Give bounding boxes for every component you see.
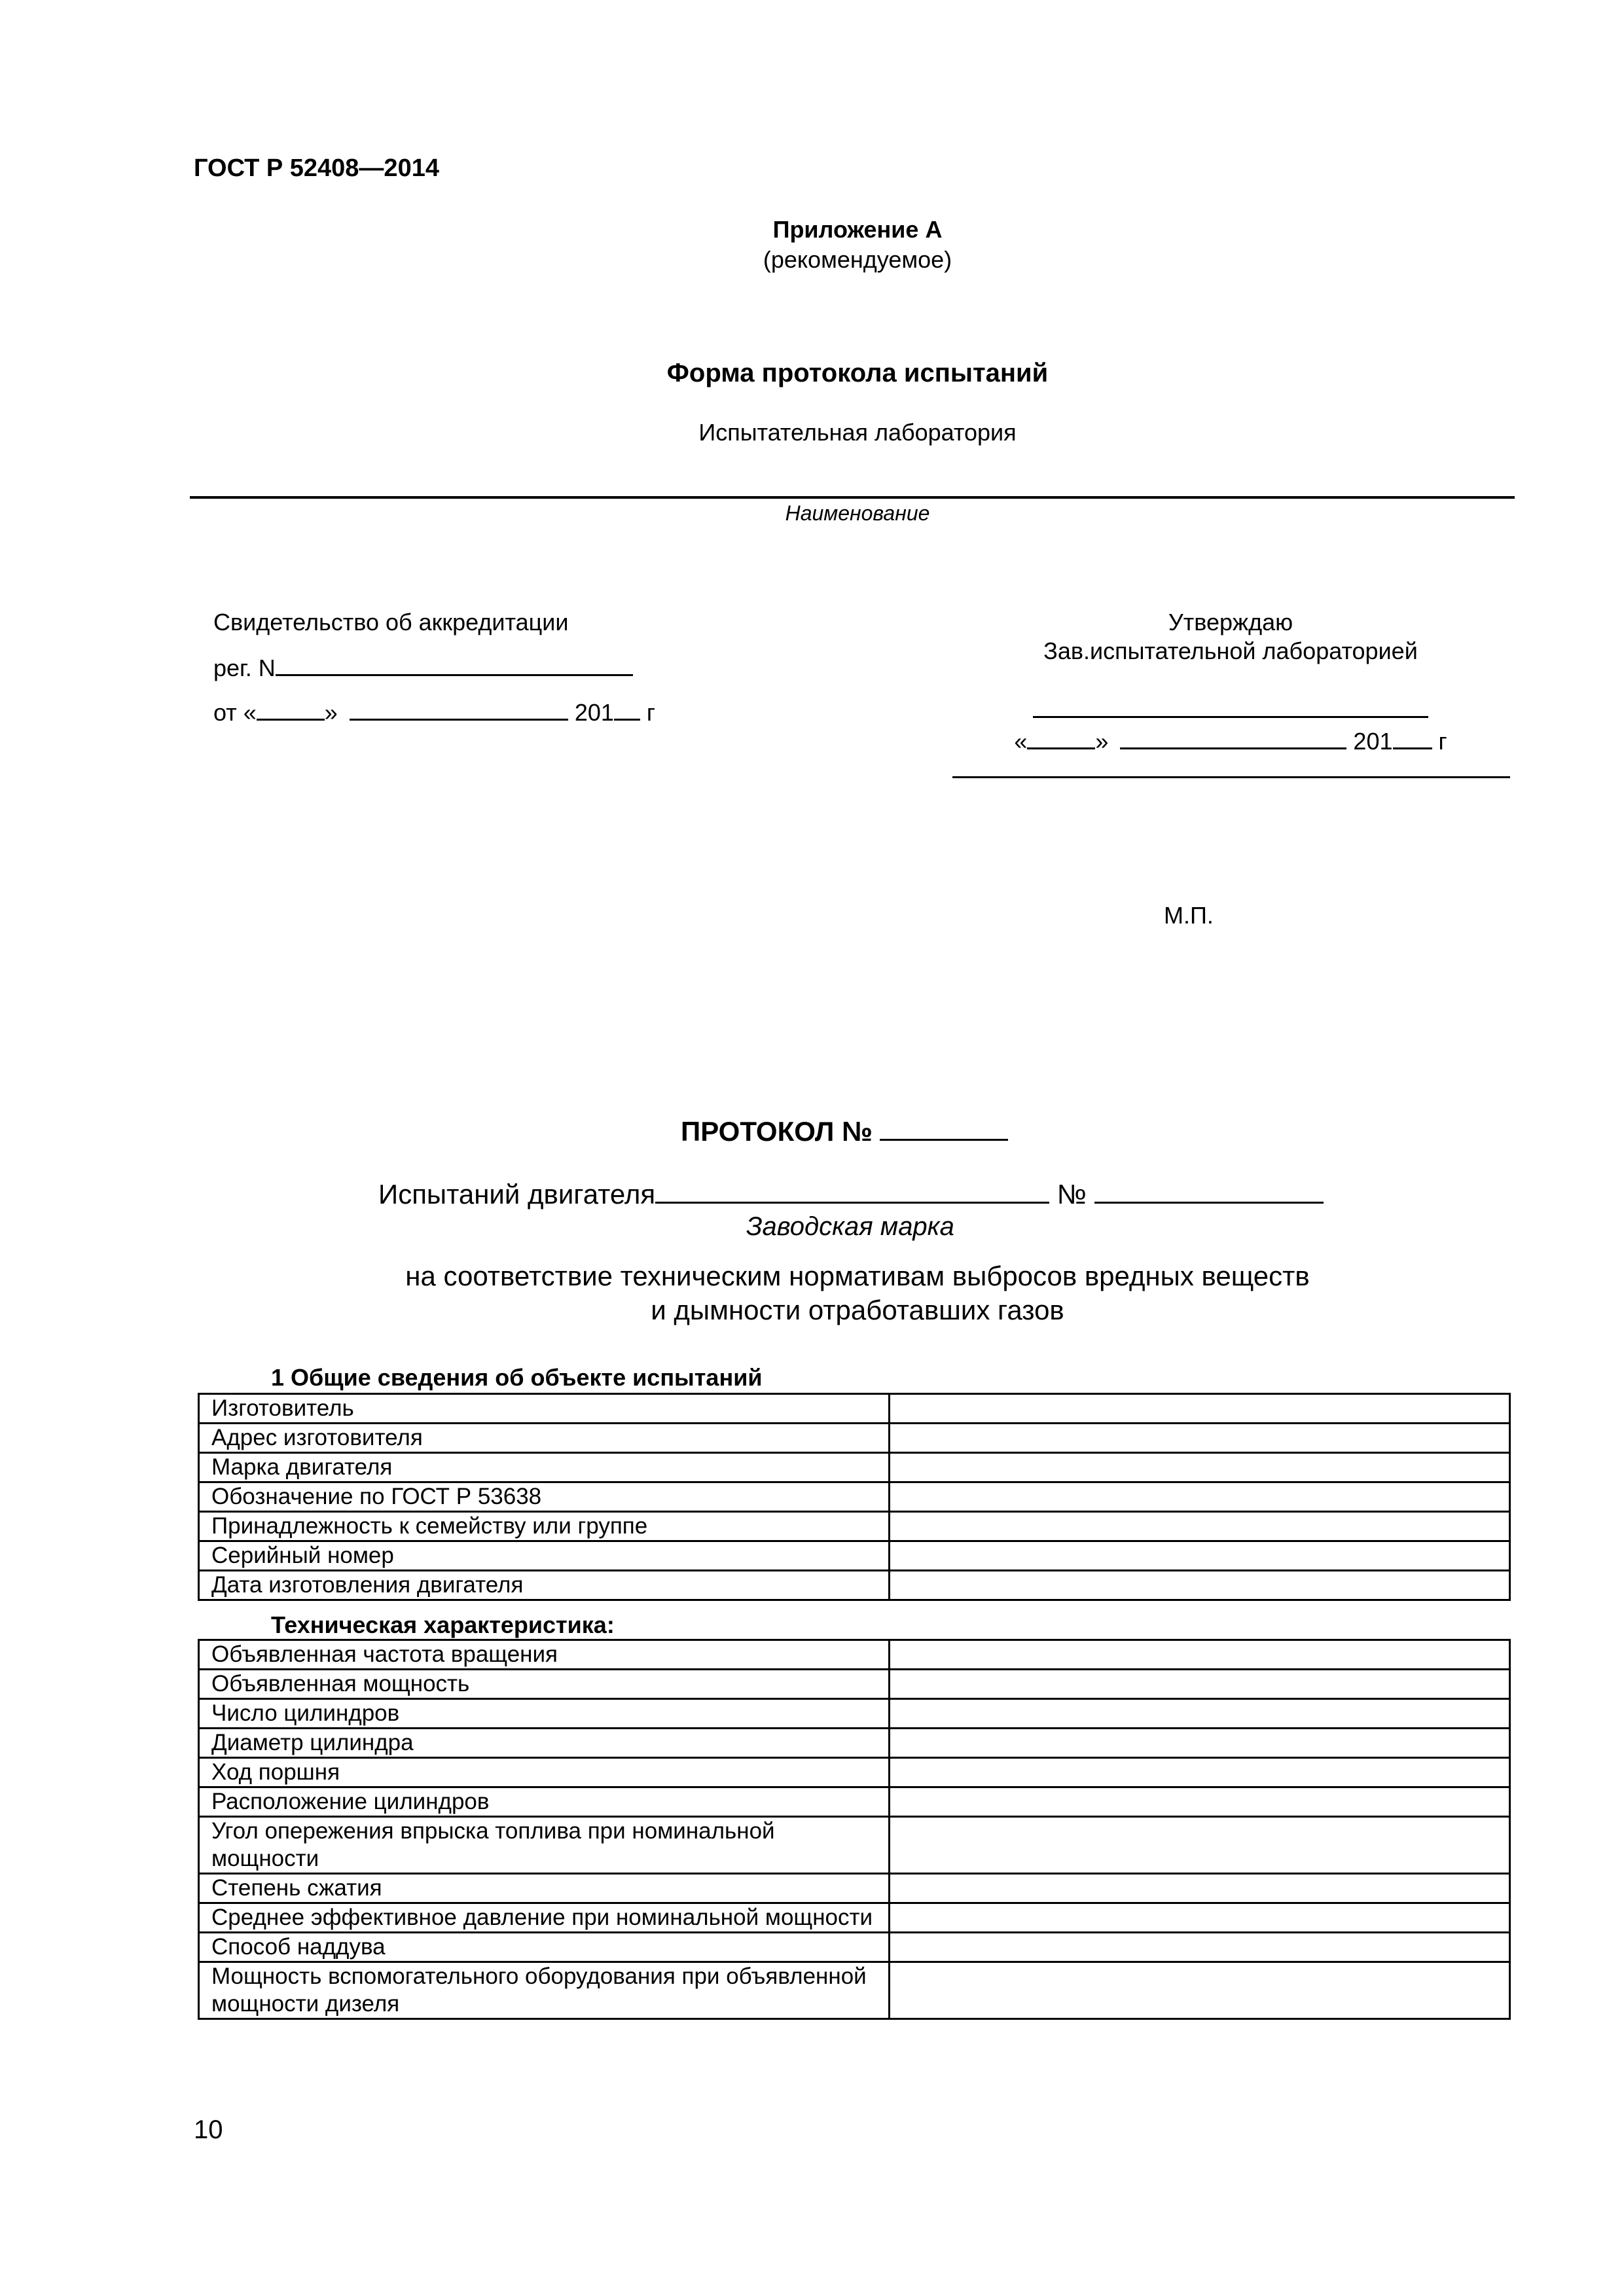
table-row	[199, 1874, 1510, 1903]
date-close-quote: »	[324, 699, 338, 726]
table-row	[199, 1482, 1510, 1512]
form-title: Форма протокола испытаний	[666, 359, 1049, 387]
row-label: Объявленная частота вращения	[199, 1640, 890, 1670]
registration-number-blank	[276, 655, 633, 676]
approval-year-blank	[1393, 728, 1432, 749]
month-blank	[350, 699, 568, 721]
row-label: Серийный номер	[199, 1541, 890, 1571]
compliance-line-2: и дымности отработавших газов	[651, 1295, 1064, 1325]
table-row	[199, 1933, 1510, 1962]
table-row	[199, 1453, 1510, 1482]
row-value-field[interactable]	[890, 1394, 1510, 1424]
row-value-field[interactable]	[890, 1817, 1510, 1874]
row-label: Среднее эффективное давление при номинальной мощности	[199, 1903, 890, 1933]
engine-number-blank	[1094, 1178, 1324, 1204]
row-value-field[interactable]	[890, 1424, 1510, 1453]
table-row	[199, 1394, 1510, 1424]
table-row	[199, 1729, 1510, 1758]
table-row	[199, 1962, 1510, 2019]
protocol-title: ПРОТОКОЛ №	[681, 1116, 873, 1147]
table-row	[199, 1424, 1510, 1453]
signature-line	[1033, 716, 1428, 718]
approval-underline	[952, 776, 1510, 778]
year-prefix: 201	[574, 699, 614, 726]
appendix-subtitle: (рекомендуемое)	[763, 246, 952, 273]
day-blank	[257, 699, 325, 721]
protocol-number-blank	[880, 1115, 1008, 1141]
table-row	[199, 1817, 1510, 1874]
row-label: Угол опережения впрыска топлива при номинальной мощности	[199, 1817, 890, 1874]
registration-prefix: рег. N	[213, 655, 276, 681]
section-technical-title: Техническая характеристика:	[271, 1611, 615, 1638]
table-row	[199, 1670, 1510, 1699]
approval-date-open: «	[1014, 728, 1028, 755]
row-value-field[interactable]	[890, 1787, 1510, 1817]
table-row	[199, 1787, 1510, 1817]
row-label: Степень сжатия	[199, 1874, 890, 1903]
approval-position: Зав.испытательной лабораторией	[1043, 637, 1418, 664]
row-label: Число цилиндров	[199, 1699, 890, 1729]
row-value-field[interactable]	[890, 1482, 1510, 1512]
approval-date-line	[956, 728, 1506, 755]
row-value-field[interactable]	[890, 1571, 1510, 1600]
row-value-field[interactable]	[890, 1670, 1510, 1699]
approval-title: Утверждаю	[1168, 609, 1293, 636]
row-value-field[interactable]	[890, 1640, 1510, 1670]
stamp-place: М.П.	[1164, 902, 1214, 929]
approval-date-close: »	[1095, 728, 1109, 755]
year-blank	[614, 699, 640, 721]
row-value-field[interactable]	[890, 1512, 1510, 1541]
compliance-line-1: на соответствие техническим нормативам выбросов вредных веществ	[405, 1261, 1310, 1291]
row-label: Ход поршня	[199, 1758, 890, 1787]
table-row	[199, 1903, 1510, 1933]
row-label: Диаметр цилиндра	[199, 1729, 890, 1758]
date-open-quote: от «	[213, 699, 257, 726]
row-label: Способ наддува	[199, 1933, 890, 1962]
engine-line	[378, 1178, 1324, 1210]
row-label: Принадлежность к семейству или группе	[199, 1512, 890, 1541]
row-label: Расположение цилиндров	[199, 1787, 890, 1817]
standard-designation: ГОСТ Р 52408—2014	[194, 154, 439, 182]
protocol-title-line	[681, 1115, 1008, 1147]
row-value-field[interactable]	[890, 1962, 1510, 2019]
row-value-field[interactable]	[890, 1453, 1510, 1482]
general-info-table	[198, 1393, 1511, 1601]
row-label: Адрес изготовителя	[199, 1424, 890, 1453]
technical-table	[198, 1639, 1511, 2020]
appendix-title: Приложение А	[772, 216, 943, 243]
row-label: Марка двигателя	[199, 1453, 890, 1482]
year-suffix: г	[646, 699, 656, 726]
table-row	[199, 1758, 1510, 1787]
engine-label: Испытаний двигателя	[378, 1179, 656, 1210]
approval-day-blank	[1027, 728, 1095, 749]
table-row	[199, 1699, 1510, 1729]
approval-month-blank	[1120, 728, 1346, 749]
row-value-field[interactable]	[890, 1758, 1510, 1787]
factory-mark-caption: Заводская марка	[746, 1212, 954, 1241]
table-row	[199, 1512, 1510, 1541]
accreditation-title: Свидетельство об аккредитации	[213, 609, 569, 636]
engine-brand-blank	[655, 1178, 1049, 1204]
page-number: 10	[194, 2115, 223, 2144]
registration-line	[213, 655, 633, 682]
row-value-field[interactable]	[890, 1699, 1510, 1729]
row-value-field[interactable]	[890, 1903, 1510, 1933]
accreditation-date-line	[213, 699, 655, 726]
approval-year-suffix: г	[1438, 728, 1447, 755]
table-row	[199, 1640, 1510, 1670]
laboratory-label: Испытательная лаборатория	[698, 419, 1017, 446]
row-value-field[interactable]	[890, 1874, 1510, 1903]
row-label: Объявленная мощность	[199, 1670, 890, 1699]
engine-number-sign: №	[1056, 1179, 1087, 1210]
row-label: Изготовитель	[199, 1394, 890, 1424]
name-caption: Наименование	[785, 501, 930, 525]
row-label: Обозначение по ГОСТ Р 53638	[199, 1482, 890, 1512]
row-value-field[interactable]	[890, 1541, 1510, 1571]
section-general-title: 1 Общие сведения об объекте испытаний	[271, 1364, 763, 1391]
table-row	[199, 1571, 1510, 1600]
row-value-field[interactable]	[890, 1729, 1510, 1758]
row-value-field[interactable]	[890, 1933, 1510, 1962]
laboratory-name-line	[190, 496, 1515, 499]
row-label: Мощность вспомогательного оборудования при объявленной мощности дизеля	[199, 1962, 890, 2019]
table-row	[199, 1541, 1510, 1571]
approval-year-prefix: 201	[1353, 728, 1393, 755]
row-label: Дата изготовления двигателя	[199, 1571, 890, 1600]
compliance-text	[327, 1259, 1388, 1327]
